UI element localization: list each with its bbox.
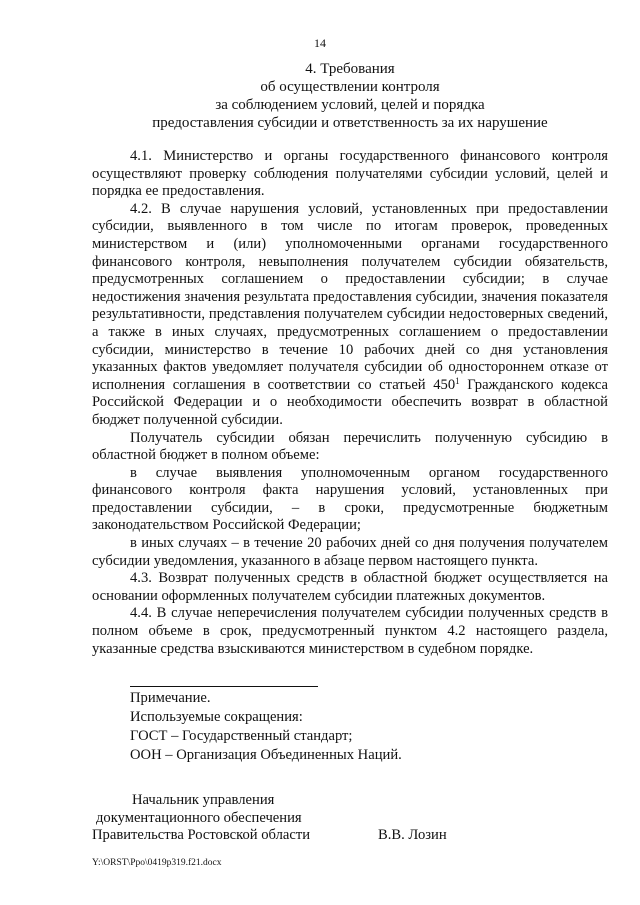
heading-line-4: предоставления субсидии и ответственность за их нарушение bbox=[152, 115, 548, 131]
heading-line-3: за соблюдением условий, целей и порядка bbox=[215, 97, 485, 113]
paragraph-case-2: в иных случаях – в течение 20 рабочих дней со дня получения получателем субсидии уведомления, указанного в абзаце первом настоящего пункта. bbox=[92, 535, 608, 569]
signature-organization: Правительства Ростовской области bbox=[92, 827, 311, 844]
page-number: 14 bbox=[314, 36, 326, 50]
signature-position-line-3 bbox=[92, 827, 612, 845]
section-heading bbox=[92, 60, 608, 132]
signatory-name: В.В. Лозин bbox=[378, 827, 447, 844]
paragraph-case-1: в случае выявления уполномоченным органом государственного финансового контроля факта нарушения условий, установленных при предоставлении субсидии, – в сроки, предусмотренные бюджетным законодательством Российской Федерации; bbox=[92, 464, 608, 534]
paragraph-recipient-obligation: Получатель субсидии обязан перечислить полученную субсидию в областной бюджет в полном объеме: bbox=[92, 429, 608, 464]
notes-block bbox=[130, 689, 600, 765]
signature-position-line-2: документационного обеспечения bbox=[96, 809, 302, 826]
signature-block bbox=[92, 792, 612, 845]
paragraph-4-4: 4.4. В случае неперечисления получателем субсидии полученных средств в полном объеме в срок, предусмотренный пунктом 4.2 настоящего раздела, указанные средства взыскиваются министерством в судебном порядке. bbox=[92, 605, 608, 657]
signature-position-line-1: Начальник управления bbox=[132, 792, 275, 808]
file-path-footer: Y:\ORST\Ppo\0419p319.f21.docx bbox=[92, 858, 222, 868]
heading-line-2: об осуществлении контроля bbox=[260, 79, 440, 95]
paragraph-4-2-superscript: 1 bbox=[455, 375, 460, 386]
paragraph-4-3: 4.3. Возврат полученных средств в областной бюджет осуществляется на основании оформленных получателем субсидии платежных документов. bbox=[92, 570, 608, 604]
notes-subtitle: Используемые сокращения: bbox=[130, 709, 303, 725]
notes-item-oon: ООН – Организация Объединенных Наций. bbox=[130, 747, 402, 763]
notes-separator-line bbox=[130, 686, 318, 687]
paragraph-4-2-text-a: 4.2. В случае нарушения условий, установленных при предоставлении субсидии, выявленного в том числе по итогам проверок, проведенных министерством и (или) уполномоченными органами государственного финансового контроля, невыполнения получателем субсидии обязательств, предусмотренных соглашением о предоставлении субсидии; в случае недостижения значения результата предоставления субсидии, значения показателя результативности, представления получателем субсидии недостоверных сведений, а также в иных случаях, предусмотренных соглашением о предоставлении субсидии, министерство в течение 10 рабочих дней со дня установления указанных фактов уведомляет получателя субсидии об одностороннем отказе от исполнения соглашения в соответствии со статьей 450 bbox=[92, 200, 608, 393]
paragraph-4-2-text-b: Гражданского кодекса Российской Федерации и о необходимости обеспечить возврат в областной бюджет полученной субсидии. bbox=[92, 376, 608, 428]
notes-item-gost: ГОСТ – Государственный стандарт; bbox=[130, 728, 353, 744]
section-body bbox=[92, 148, 608, 658]
heading-line-1: 4. Требования bbox=[305, 61, 395, 77]
paragraph-4-2 bbox=[92, 201, 608, 430]
notes-title: Примечание. bbox=[130, 690, 211, 706]
paragraph-4-1: 4.1. Министерство и органы государственного финансового контроля осуществляют проверку соблюдения получателями субсидии условий, целей и порядка ее предоставления. bbox=[92, 148, 608, 200]
